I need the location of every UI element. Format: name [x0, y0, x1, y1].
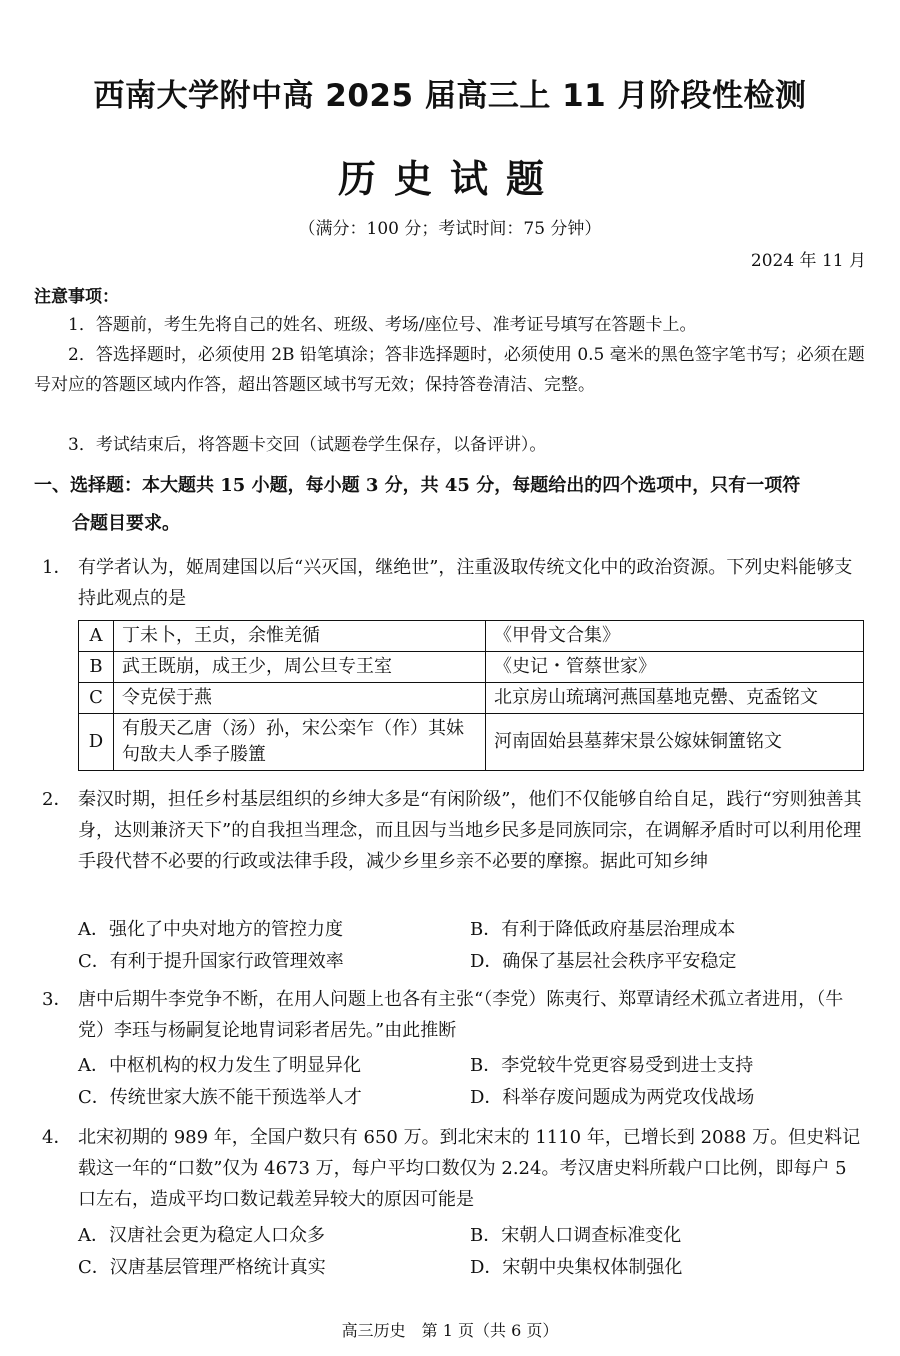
source-origin: 北京房山琉璃河燕国墓地克罍、克盉铭文	[486, 683, 864, 714]
section-heading	[34, 467, 868, 543]
question-4	[42, 1122, 868, 1215]
page-footer: 高三历史 第 1 页（共 6 页）	[341, 1321, 559, 1340]
table-row	[79, 714, 864, 771]
note-item-1: 1．答题前，考生先将自己的姓名、班级、考场/座位号、准考证号填写在答题卡上。	[68, 315, 697, 335]
exam-date: 2024 年 11 月	[750, 251, 866, 271]
option-letter: D	[79, 714, 114, 771]
option-b: B．李党较牛党更容易受到进士支持	[470, 1055, 754, 1076]
source-origin: 河南固始县墓葬宋景公嫁妹铜簠铭文	[486, 714, 864, 771]
option-c: C．汉唐基层管理严格统计真实	[78, 1257, 326, 1278]
source-origin: 《史记・管蔡世家》	[486, 652, 864, 683]
exam-info: （满分：100 分；考试时间：75 分钟）	[298, 219, 602, 239]
question-number: 2．	[42, 789, 72, 810]
option-b: B．有利于降低政府基层治理成本	[470, 919, 736, 940]
question-number: 1．	[42, 557, 72, 578]
question-stem: 秦汉时期，担任乡村基层组织的乡绅大多是“有闲阶级”，他们不仅能够自给自足，践行“穷则独善其身，达则兼济天下”的自我担当理念，而且因与当地乡民多是同族同宗，在调解矛盾时可以利用伦理手段代替不必要的行政或法律手段，减少乡里乡亲不必要的摩擦。据此可知乡绅	[78, 789, 862, 872]
source-text: 有殷天乙唐（汤）孙，宋公栾乍（作）其妹句敔夫人季子媵簠	[114, 714, 486, 771]
source-text: 令克侯于燕	[114, 683, 486, 714]
source-text: 武王既崩，成王少，周公旦专王室	[114, 652, 486, 683]
option-a: A．强化了中央对地方的管控力度	[78, 919, 343, 940]
notes-heading: 注意事项：	[34, 287, 119, 307]
option-letter: C	[79, 683, 114, 714]
source-table	[78, 620, 864, 771]
source-text: 丁未卜，王贞，余惟羌循	[114, 621, 486, 652]
option-letter: A	[79, 621, 114, 652]
note-item-2: 2．答选择题时，必须使用 2B 铅笔填涂；答非选择题时，必须使用 0.5 毫米的黑色签字笔书写；必须在题号对应的答题区域内作答，超出答题区域书写无效；保持答卷清洁、完整。	[34, 345, 865, 395]
option-d: D．科举存废问题成为两党攻伐战场	[470, 1087, 755, 1108]
question-stem: 有学者认为，姬周建国以后“兴灭国，继绝世”，注重汲取传统文化中的政治资源。下列史料能够支持此观点的是	[78, 557, 853, 609]
question-number: 4．	[42, 1127, 72, 1148]
question-1	[42, 552, 868, 614]
option-a: A．中枢机构的权力发生了明显异化	[78, 1055, 361, 1076]
source-origin: 《甲骨文合集》	[486, 621, 864, 652]
option-d: D．宋朝中央集权体制强化	[470, 1257, 683, 1278]
option-b: B．宋朝人口调查标准变化	[470, 1225, 682, 1246]
option-a: A．汉唐社会更为稳定人口众多	[78, 1225, 325, 1246]
question-2	[42, 784, 868, 877]
question-3	[42, 984, 868, 1046]
section-heading-text: 一、选择题：本大题共 15 小题，每小题 3 分，共 45 分，每题给出的四个选项中，只有一项符	[34, 475, 801, 496]
option-c: C．有利于提升国家行政管理效率	[78, 951, 344, 972]
school-title: 西南大学附中高 2025 届高三上 11 月阶段性检测	[93, 78, 807, 114]
question-stem: 北宋初期的 989 年，全国户数只有 650 万。到北宋末的 1110 年，已增长到 2088 万。但史料记载这一年的“口数”仅为 4673 万，每户平均口数仅为 2.24。考汉唐史料所载户口比例，即每户 5 口左右，造成平均口数记载差异较大的原因可能是	[78, 1127, 861, 1210]
note-item-3: 3．考试结束后，将答题卡交回（试题卷学生保存，以备评讲）。	[68, 435, 547, 455]
option-d: D．确保了基层社会秩序平安稳定	[470, 951, 737, 972]
table-row	[79, 621, 864, 652]
question-stem: 唐中后期牛李党争不断，在用人问题上也各有主张“（李党）陈夷行、郑覃请经术孤立者进用，（牛党）李珏与杨嗣复论地胄词彩者居先。”由此推断	[78, 989, 844, 1041]
subject-title: 历史试题	[337, 156, 562, 201]
option-c: C．传统世家大族不能干预选举人才	[78, 1087, 362, 1108]
section-heading-continued: 合题目要求。	[72, 513, 180, 534]
table-row	[79, 652, 864, 683]
option-letter: B	[79, 652, 114, 683]
question-number: 3．	[42, 989, 72, 1010]
table-row	[79, 683, 864, 714]
